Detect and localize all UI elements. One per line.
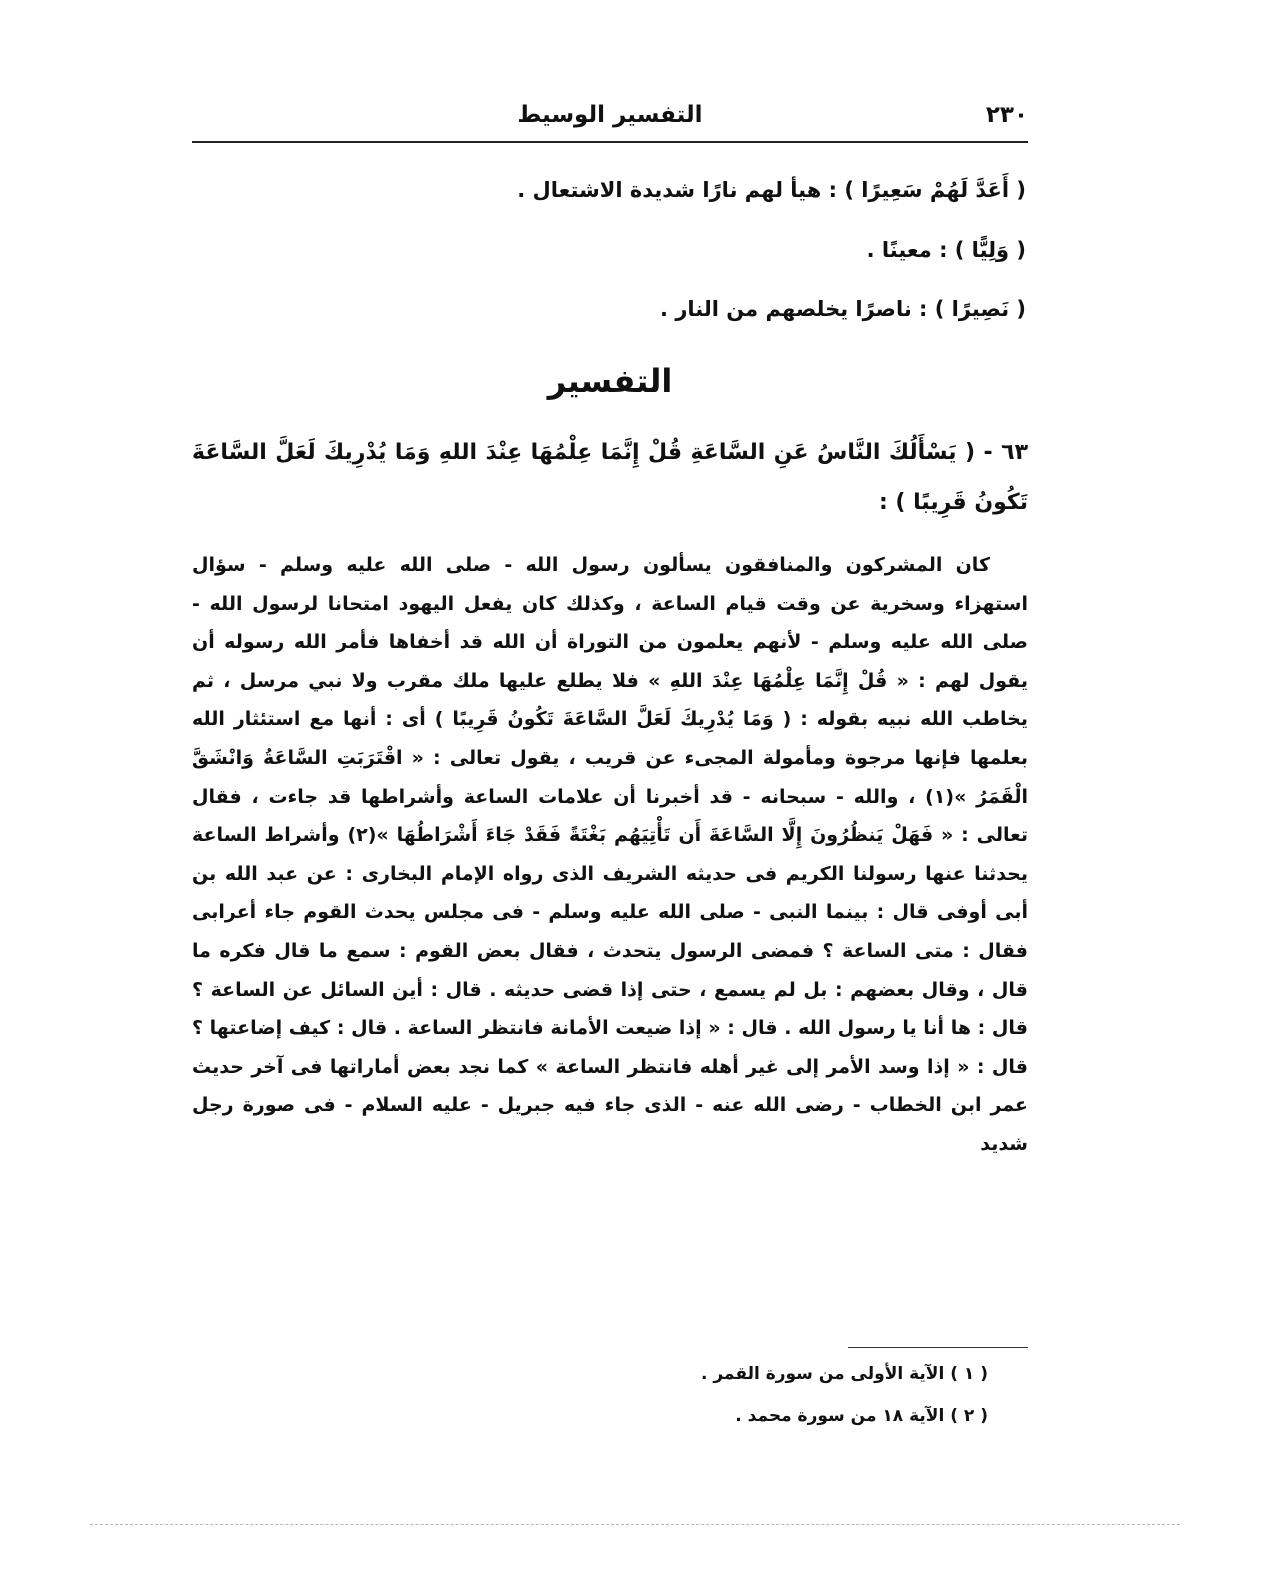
footnote-2: ( ٢ ) الآية ١٨ من سورة محمد . [735,1406,988,1426]
glossary-entry-3: ( نَصِيرًا ) : ناصرًا يخلصهم من النار . [660,297,1026,321]
page-number: ٢٣٠ [985,102,1028,128]
section-heading: التفسير [547,362,673,400]
verse-quote: ٦٣ - ( يَسْأَلُكَ النَّاسُ عَنِ السَّاعَةِ قُلْ إِنَّمَا عِلْمُهَا عِنْدَ اللهِ وَمَا يُدْرِيكَ لَعَلَّ السَّاعَةَ تَكُونُ قَرِيبًا ) : [192,440,1028,515]
footnote-1: ( ١ ) الآية الأولى من سورة القمر . [700,1364,988,1384]
glossary-entry-1: ( أَعَدَّ لَهُمْ سَعِيرًا ) : هيأ لهم نارًا شديدة الاشتعال . [517,178,1026,202]
page-header [192,98,1028,138]
commentary-paragraph: كان المشركون والمنافقون يسألون رسول الله - صلى الله عليه وسلم - سؤال استهزاء وسخرية عن وقت قيام الساعة ، وكذلك كان يفعل اليهود امتحانا لرسول الله - صلى الله عليه وسلم - لأنهم يعلمون من التوراة أن الله قد أخفاها فأمر الله رسوله أن يقول لهم : « قُلْ إِنَّمَا عِلْمُهَا عِنْدَ اللهِ » فلا يطلع عليها ملك مقرب ولا نبي مرسل ، ثم يخاطب الله نبيه بقوله : ( وَمَا يُدْرِيكَ لَعَلَّ السَّاعَةَ تَكُونُ قَرِيبًا ) أى : أنها مع استئثار الله بعلمها فإنها مرجوة ومأمولة المجىء عن قريب ، يقول تعالى : « اقْتَرَبَتِ السَّاعَةُ وَانْشَقَّ الْقَمَرُ »(١) ، والله - سبحانه - قد أخبرنا أن علامات الساعة وأشراطها قد جاءت ، فقال تعالى : « فَهَلْ يَنظُرُونَ إِلَّا السَّاعَةَ أَن تَأْتِيَهُم بَغْتَةً فَقَدْ جَاءَ أَشْرَاطُهَا »(٢) وأشراط الساعة يحدثنا عنها رسولنا الكريم فى حديثه الشريف الذى رواه الإمام البخارى : عن عبد الله بن أبى أوفى قال : بينما النبى - صلى الله عليه وسلم - فى مجلس يحدث القوم جاء أعرابى فقال : متى الساعة ؟ فمضى الرسول يتحدث ، فقال بعض القوم : سمع ما قال فكره ما قال ، وقال بعضهم : بل لم يسمع ، حتى إذا قضى حديثه . قال : أين السائل عن الساعة ؟ قال : ها أنا يا رسول الله . قال : « إذا ضيعت الأمانة فانتظر الساعة . قال : كيف إضاعتها ؟ قال : « إذا وسد الأمر إلى غير أهله فانتظر الساعة » كما نجد بعض أماراتها فى آخر حديث عمر ابن الخطاب - رضى الله عنه - الذى جاء فيه جبريل - عليه السلام - فى صورة رجل شديد [192,554,1029,1155]
glossary-entry-2: ( وَلِيًّا ) : معينًا . [866,238,1026,262]
header-divider [192,141,1028,143]
footnote-divider [848,1347,1028,1348]
commentary-body [192,546,1028,1164]
running-title: التفسير الوسيط [517,102,703,128]
scan-edge-line [90,1524,1180,1525]
